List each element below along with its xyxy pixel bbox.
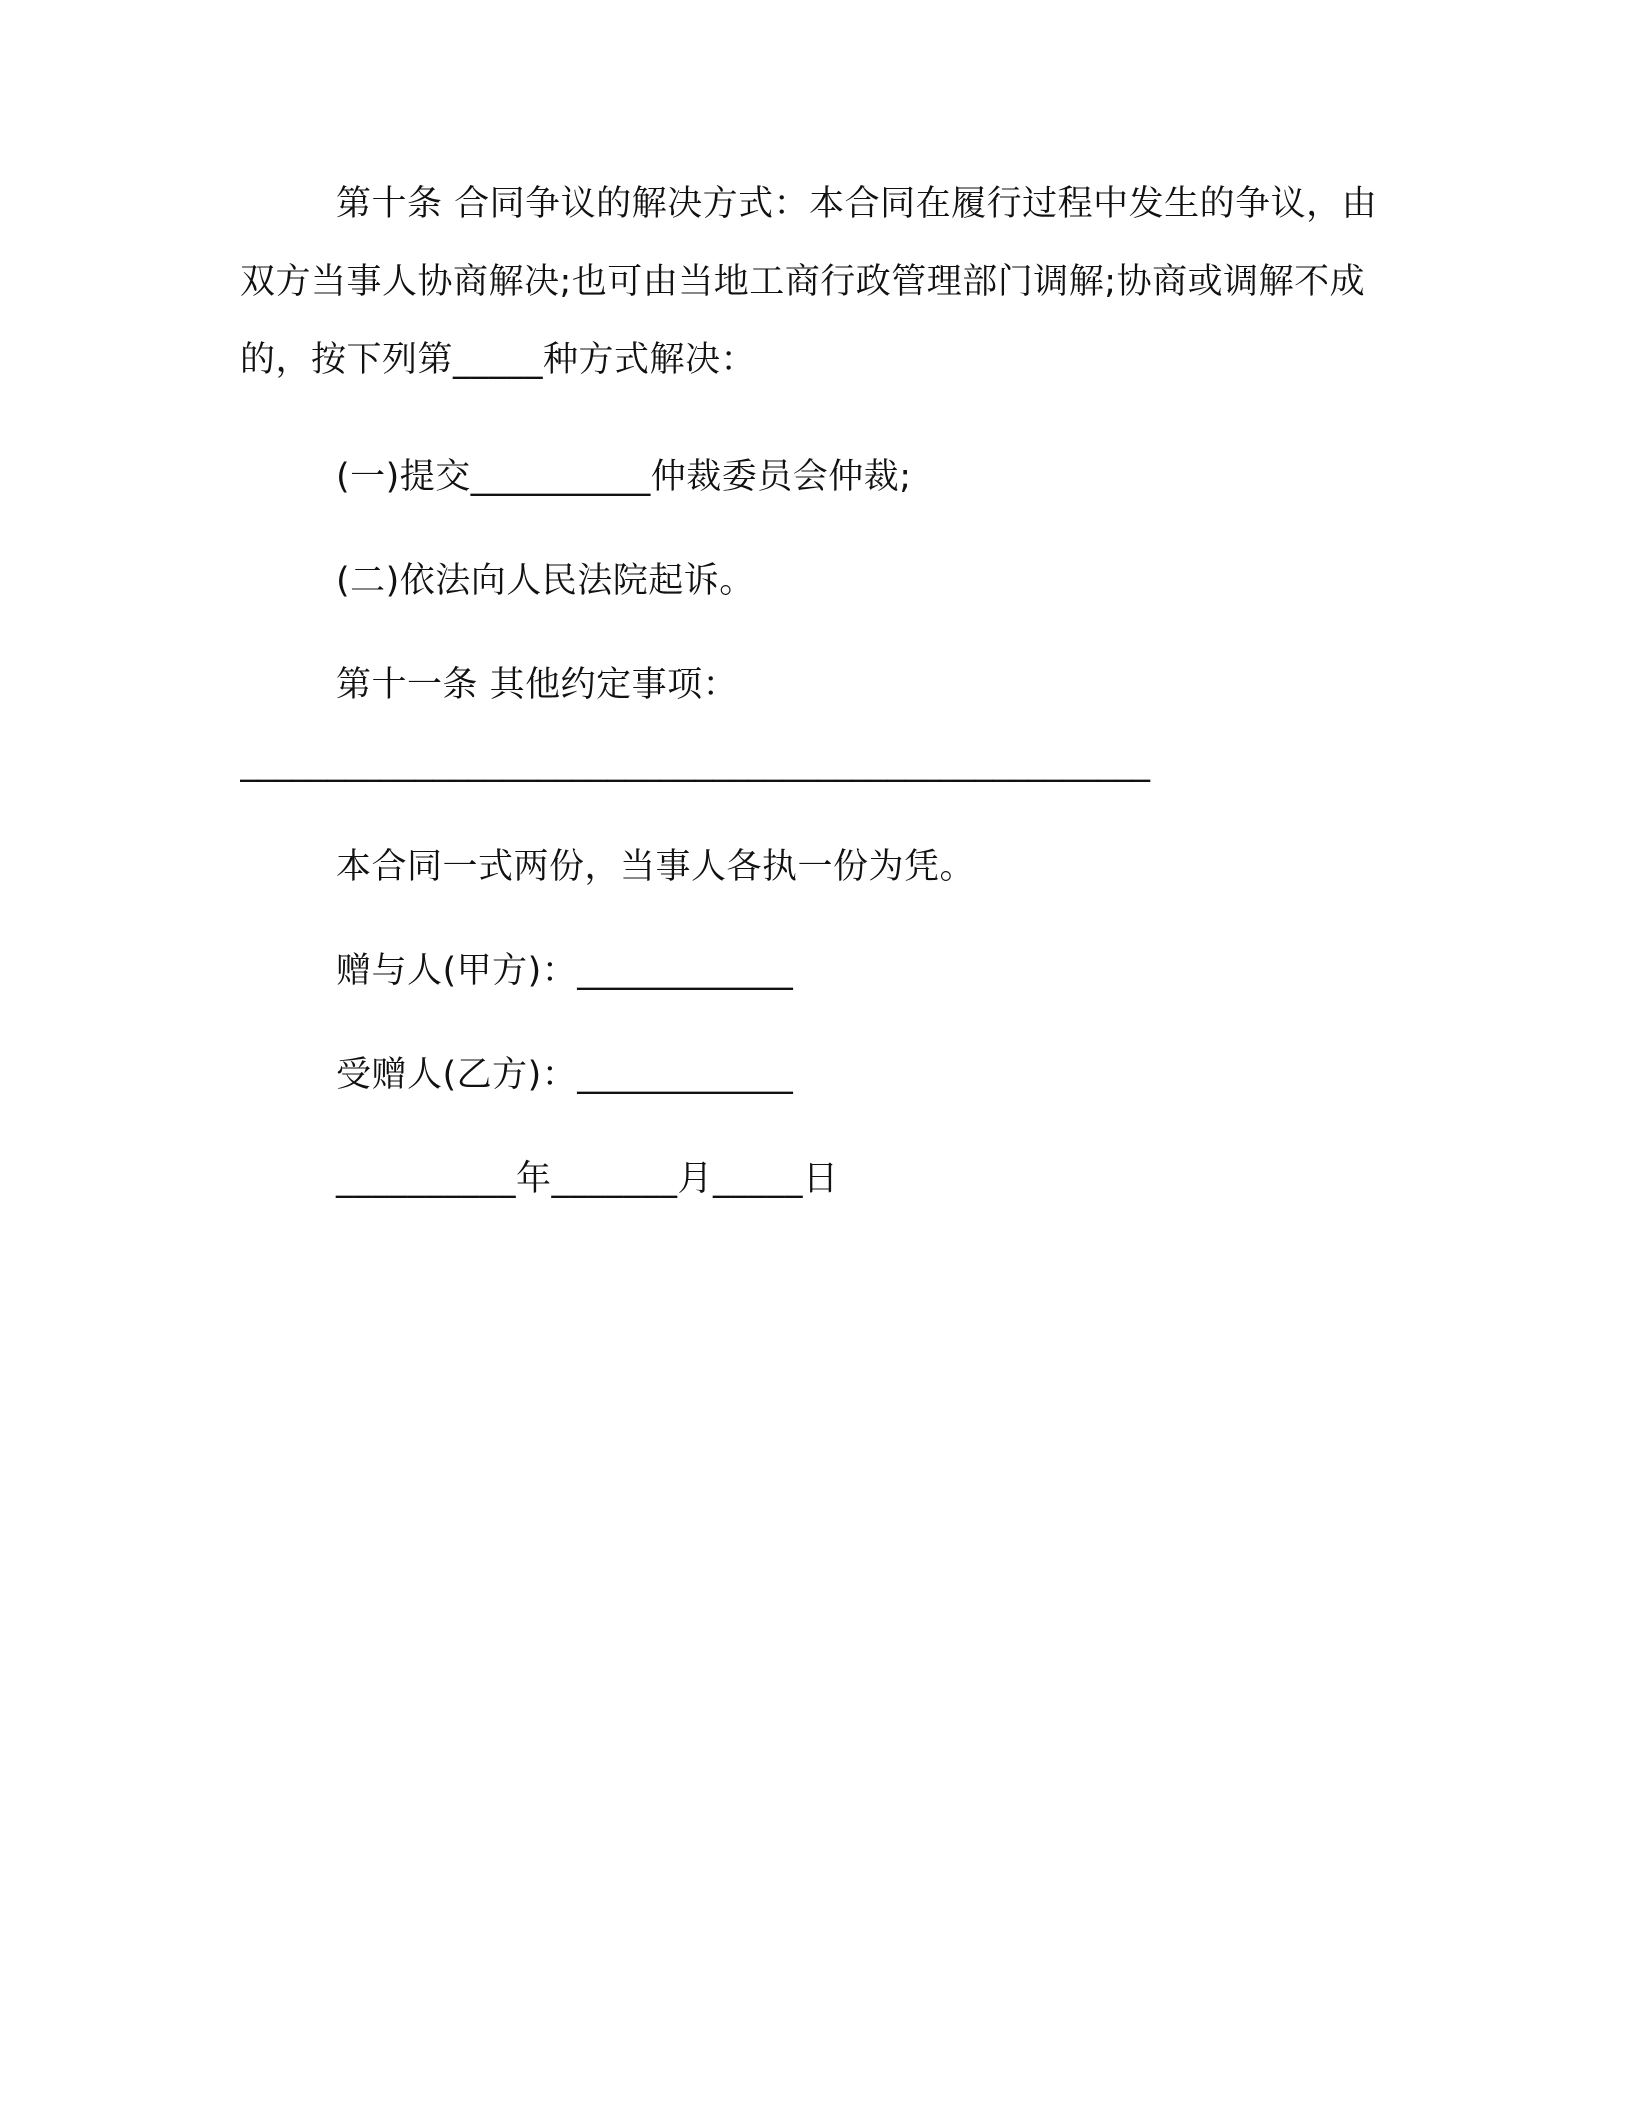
- other-matters-blank-line: ____________________________________________________: [240, 743, 1150, 783]
- article-11-other-matters: 第十一条 其他约定事项：: [336, 665, 739, 705]
- donee-signature-line: 受赠人(乙方)：____________: [336, 1055, 794, 1095]
- date-line: __________年_______月_____日: [336, 1159, 839, 1199]
- option-arbitration: (一)提交__________仲裁委员会仲裁;: [336, 457, 912, 497]
- donor-signature-line: 赠与人(甲方)：____________: [336, 951, 794, 991]
- option-litigation: (二)依法向人民法院起诉。: [336, 561, 755, 601]
- article-10-dispute-resolution: 第十条 合同争议的解决方式：本合同在履行过程中发生的争议，由双方当事人协商解决;也可由当地工商行政管理部门调解;协商或调解不成的，按下列第_____种方式解决：: [240, 184, 1378, 380]
- copies-clause: 本合同一式两份，当事人各执一份为凭。: [336, 847, 976, 887]
- document-page: [240, 178, 1390, 1205]
